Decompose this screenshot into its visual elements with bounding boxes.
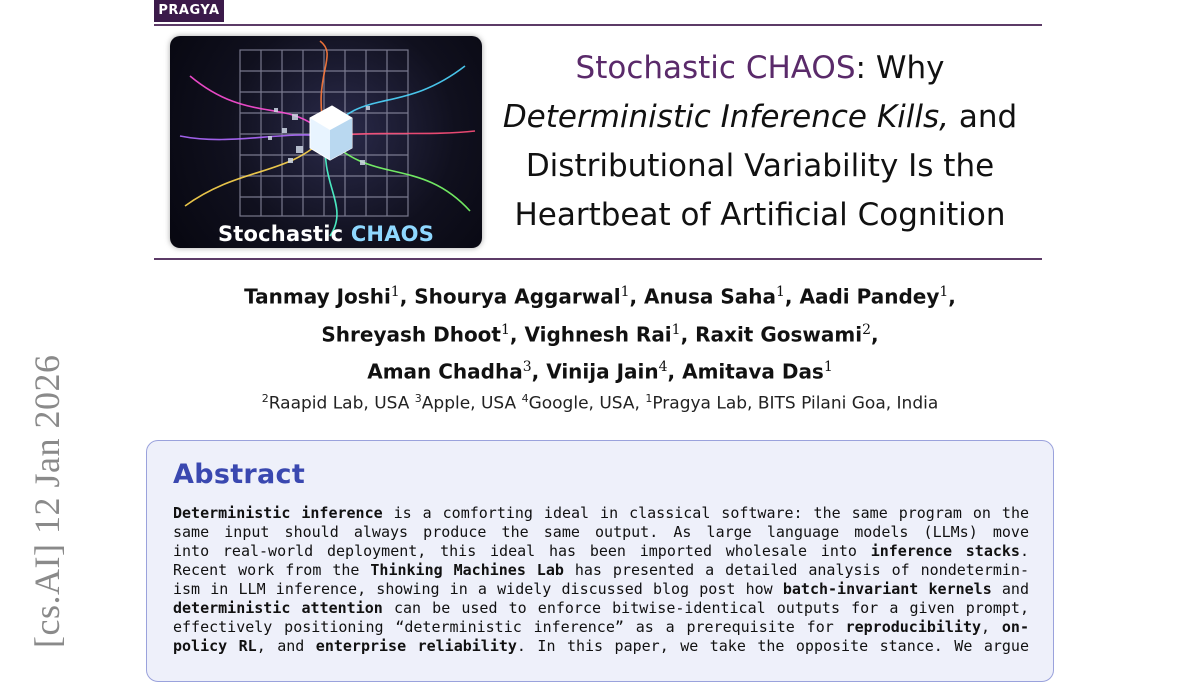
title-divider <box>154 258 1042 260</box>
author: Vinija Jain <box>546 359 659 384</box>
abstract-line <box>173 599 1029 618</box>
abstract-line <box>173 637 1029 656</box>
abstract-bold-term: batch-invariant kernels <box>782 580 992 598</box>
abstract-bold-term: enterprise reliability <box>315 637 517 655</box>
abstract-line <box>173 542 1029 561</box>
teaser-caption: Stochastic CHAOS <box>217 222 435 246</box>
abstract-line <box>173 580 1029 599</box>
author: Tanmay Joshi <box>244 284 391 309</box>
arxiv-margin-stamp: [cs.AI] 12 Jan 2026 <box>27 354 67 648</box>
abstract-bold-term: policy RL <box>173 637 257 655</box>
paper-title: Stochastic CHAOS: Why Deterministic Inference Kills, and Distributional Variability Is the Heartbeat of Artificial Cognition <box>502 50 1018 233</box>
abstract-text: , <box>981 618 1002 636</box>
pragya-logo: PRAGYA <box>154 0 224 22</box>
abstract-box <box>146 440 1054 682</box>
abstract-bold-term: Deterministic inference <box>173 504 383 522</box>
author: Aman Chadha <box>367 359 523 384</box>
abstract-text: into real-world deployment, this ideal has been imported wholesale into <box>173 542 871 560</box>
affiliations: $^2$Raapid Lab, USA $^3$Apple, USA $^4$Google, USA, $^1$Pragya Lab, BITS Pilani Goa, India <box>261 392 939 414</box>
abstract-bold-term: reproducibility <box>845 618 982 636</box>
abstract-body <box>173 504 1029 656</box>
abstract-text: . In this paper, we take the opposite stance. We argue <box>516 637 1029 655</box>
author: Raxit Goswami <box>695 322 863 347</box>
abstract-text: can be used to enforce bitwise-identical outputs for a given prompt, <box>382 599 1029 617</box>
teaser-image <box>170 36 482 248</box>
teaser-artwork <box>170 36 482 248</box>
author: Vighnesh Rai <box>524 322 672 347</box>
abstract-text: and <box>991 580 1029 598</box>
author: Shourya Aggarwal <box>414 284 621 309</box>
abstract-text: , and <box>256 637 316 655</box>
abstract-text: has presented a detailed analysis of nondetermin- <box>563 561 1029 579</box>
abstract-line <box>173 504 1029 523</box>
abstract-text: same input should always produce the same output. As large language models (LLMs) move <box>173 523 1029 541</box>
abstract-line <box>173 618 1029 637</box>
abstract-text: is a comforting ideal in classical software: the same program on the <box>382 504 1029 522</box>
abstract-text: effectively positioning “deterministic inference” as a prerequisite for <box>173 618 846 636</box>
abstract-heading: Abstract <box>173 459 306 490</box>
author: Shreyash Dhoot <box>321 322 501 347</box>
author: Amitava Das <box>682 359 824 384</box>
abstract-text: ism in LLM inference, showing in a widely discussed blog post how <box>173 580 783 598</box>
abstract-bold-term: inference stacks <box>870 542 1020 560</box>
abstract-line <box>173 561 1029 580</box>
title-italic: Deterministic Inference Kills, <box>502 99 949 135</box>
abstract-bold-term: on- <box>1001 618 1029 636</box>
abstract-bold-term: deterministic attention <box>173 599 383 617</box>
abstract-line <box>173 523 1029 542</box>
title-highlight: Stochastic CHAOS <box>575 50 856 86</box>
abstract-text: Recent work from the <box>173 561 371 579</box>
author: Aadi Pandey <box>799 284 940 309</box>
author: Anusa Saha <box>644 284 776 309</box>
abstract-text: . <box>1019 542 1029 560</box>
author-list: Tanmay Joshi$^1$, Shourya Aggarwal$^1$, Anusa Saha$^1$, Aadi Pandey$^1$, Shreyash Dhoot$^1$, Vighnesh Rai$^1$, Raxit Goswami$^2$, Aman Chadha$^3$, Vinija Jain$^4$, Amitava Das$^1$ <box>244 284 956 384</box>
abstract-bold-term: Thinking Machines Lab <box>370 561 564 579</box>
top-divider <box>154 24 1042 26</box>
